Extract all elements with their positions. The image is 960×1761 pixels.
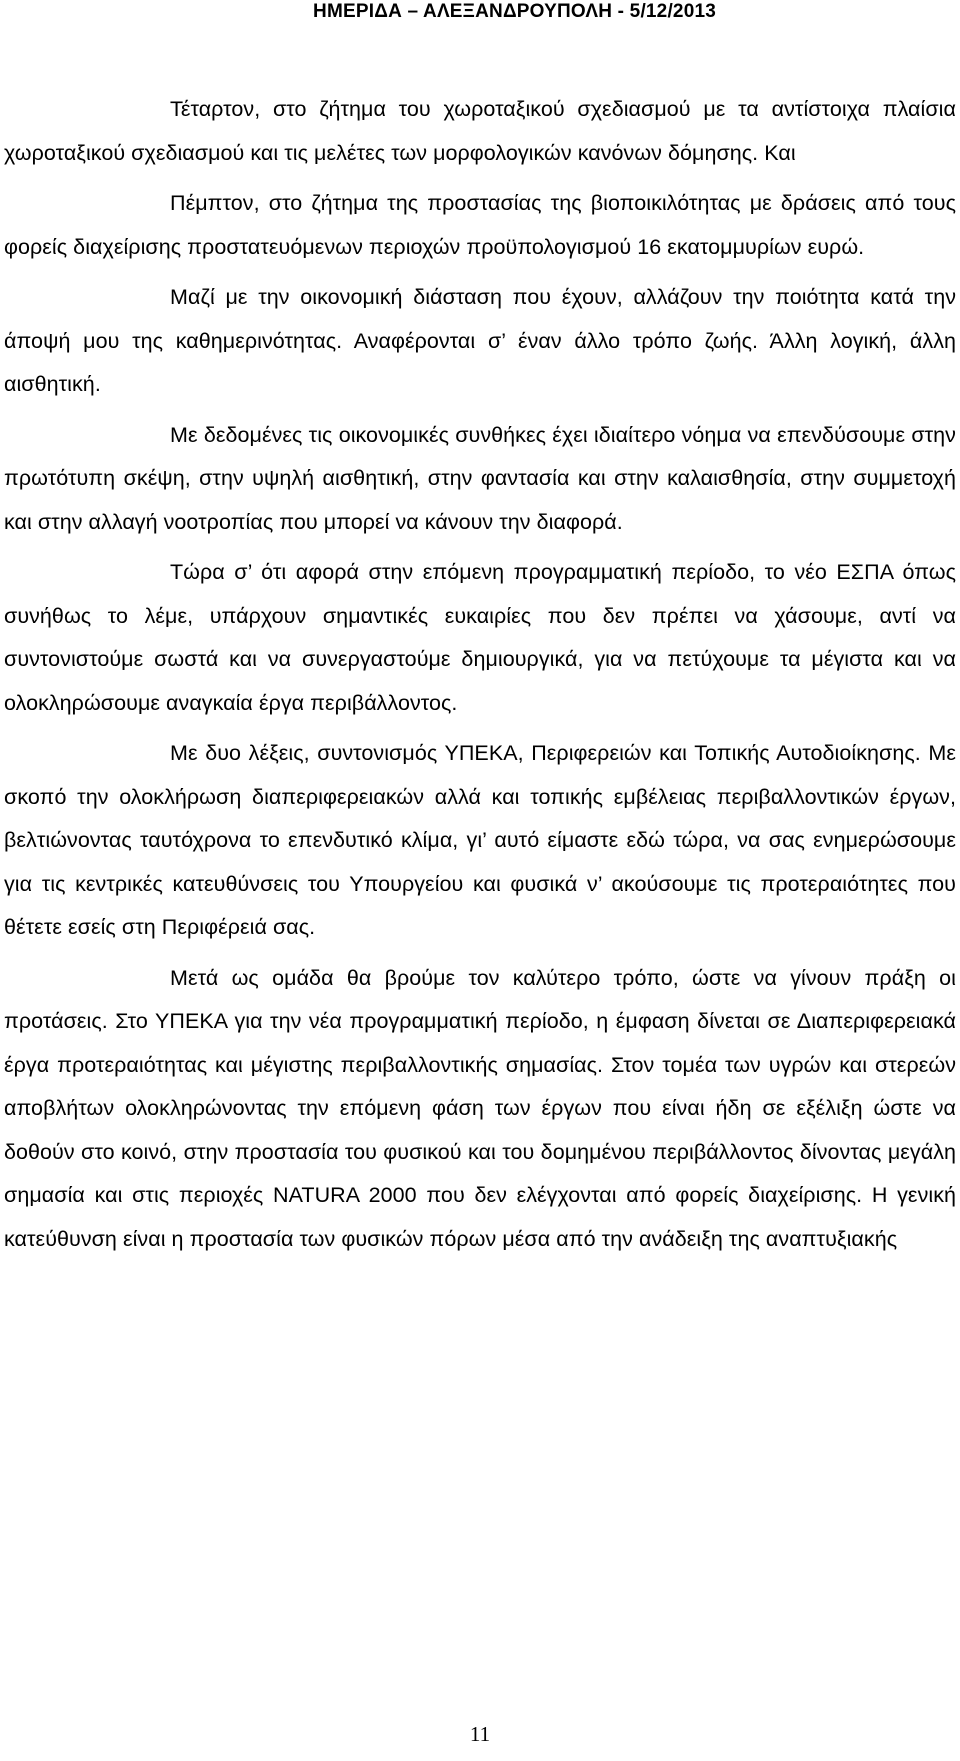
paragraph: Με δυο λέξεις, συντονισμός ΥΠΕΚΑ, Περιφερειών και Τοπικής Αυτοδιοίκησης. Με σκοπό την ολοκλήρωση διαπεριφερειακών αλλά και τοπικής εμβέλειας περιβαλλοντικών έργων, βελτιώνοντας ταυτόχρονα το επενδυτικό κλίμα, γι’ αυτό είμαστε εδώ τώρα, να σας ενημερώσουμε για τις κεντρικές κατευθύνσεις του Υπουργείου και φυσικά ν’ ακούσουμε τις προτεραιότητες που θέτετε εσείς στη Περιφέρειά σας.: [4, 741, 956, 939]
paragraph: Τέταρτον, στο ζήτημα του χωροταξικού σχεδιασμού με τα αντίστοιχα πλαίσια χωροταξικού σχεδιασμού και τις μελέτες των μορφολογικών κανόνων δόμησης. Και: [4, 97, 956, 165]
paragraph: Τώρα σ’ ότι αφορά στην επόμενη προγραμματική περίοδο, το νέο ΕΣΠΑ όπως συνήθως το λέμε, υπάρχουν σημαντικές ευκαιρίες που δεν πρέπει να χάσουμε, αντί να συντονιστούμε σωστά και να συνεργαστούμε δημιουργικά, για να πετύχουμε τα μέγιστα και να ολοκληρώσουμε αναγκαία έργα περιβάλλοντος.: [4, 560, 956, 715]
page-footer: [0, 1722, 960, 1747]
paragraph: Μαζί με την οικονομική διάσταση που έχουν, αλλάζουν την ποιότητα κατά την άποψή μου της καθημερινότητας. Αναφέρονται σ’ έναν άλλο τρόπο ζωής. Άλλη λογική, άλλη αισθητική.: [4, 285, 956, 396]
document-body: [4, 88, 956, 1268]
paragraph: Με δεδομένες τις οικονομικές συνθήκες έχει ιδιαίτερο νόημα να επενδύσουμε στην πρωτότυπη σκέψη, στην υψηλή αισθητική, στην φαντασία και στην καλαισθησία, στην συμμετοχή και στην αλλαγή νοοτροπίας που μπορεί να κάνουν την διαφορά.: [4, 422, 956, 534]
paragraph: Μετά ως ομάδα θα βρούμε τον καλύτερο τρόπο, ώστε να γίνουν πράξη οι προτάσεις. Στο ΥΠΕΚΑ για την νέα προγραμματική περίοδο, η έμφαση δίνεται σε Διαπεριφερειακά έργα προτεραιότητας και μέγιστης περιβαλλοντικής σημασίας. Στον τομέα των υγρών και στερεών αποβλήτων ολοκληρώνοντας την επόμενη φάση των έργων που είναι ήδη σε εξέλιξη ώστε να δοθούν στο κοινό, στην προστασία του φυσικού και του δομημένου περιβάλλοντος δίνοντας μεγάλη σημασία και στις περιοχές NATURA 2000 που δεν ελέγχονται από φορείς διαχείρισης. Η γενική κατεύθυνση είναι η προστασία των φυσικών πόρων μέσα από την ανάδειξη της αναπτυξιακής: [4, 965, 956, 1251]
page-header: [0, 0, 960, 24]
header-title: ΗΜΕΡΙΔΑ – ΑΛΕΞΑΝΔΡΟΥΠΟΛΗ - 5/12/2013: [313, 1, 716, 22]
paragraph: Πέμπτον, στο ζήτημα της προστασίας της βιοποικιλότητας με δράσεις από τους φορείς διαχείρισης προστατευόμενων περιοχών προϋπολογισμού 16 εκατομμυρίων ευρώ.: [4, 191, 956, 259]
page-number: 11: [469, 1722, 491, 1746]
